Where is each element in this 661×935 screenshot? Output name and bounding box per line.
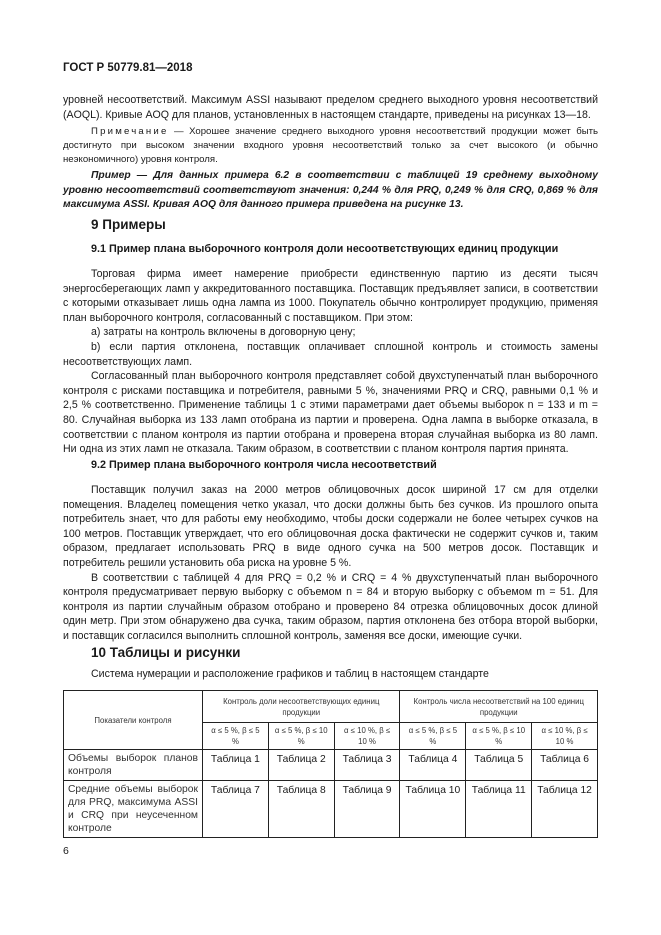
table-cell: Таблица 5 xyxy=(466,750,532,781)
note-text: — Хорошее значение среднего выходного уровня несоответствий продукции может быть достигнуто при высоком значении входного уровня несоответствий только за счет высокого (и обычно неэкономичного) уровня контроля. xyxy=(63,126,598,165)
risk-header: α ≤ 5 %, β ≤ 5 % xyxy=(203,723,269,750)
table-cell: Таблица 2 xyxy=(268,750,334,781)
risk-header: α ≤ 5 %, β ≤ 10 % xyxy=(466,723,532,750)
note-label: Примечание xyxy=(91,126,169,137)
table-corner-header: Показатели контроля xyxy=(64,691,203,750)
page-number: 6 xyxy=(63,845,69,857)
intro-paragraph: уровней несоответствий. Максимум ASSI называют пределом среднего выходного уровня несоответствий (AOQL). Кривые AOQ для планов, установленных в настоящем стандарте, приведены на рисунках 13—18. xyxy=(63,94,598,121)
paragraph: Поставщик получил заказ на 2000 метров облицовочных досок шириной 17 см для отделки помещения. Владелец помещения четко указал, что доски должны быть без сучков. Из прошлого опыта потребитель знает, что для работы ему необходимо, чтобы доски содержали не более четырех сучков на 100 метров. Поставщик утверждает, что его облицовочная доска фактически не содержит сучков и, таким образом, предлагает использовать PRQ в виде одного сучка на 500 метров досок. Поставщик и потребитель решили установить оба риска на уровне 5 %. xyxy=(63,484,598,569)
row-label: Средние объемы выборок для PRQ, максимума ASSI и CRQ при неусеченном контроле xyxy=(64,781,203,838)
paragraph: Согласованный план выборочного контроля представляет собой двухступенчатый план выборочного контроля с рисками поставщика и потребителя, равными 5 %, значениями PRQ и CRQ, равными 0,1 % и 2,5 % соответственно. Применение таблицы 1 с этими параметрами дает объемы выборок n = 133 и m = 80. Случайная выборка из 133 ламп отобрана из партии и проверена. Одна лампа в выборке отказала, в соответствии с планом контроля из партии отобрана и проверена вторая случайная выборка из 80 ламп. Ни одна из этих ламп не отказала. Таким образом, в соответствии с планом контроля партия принята. xyxy=(63,370,598,456)
list-item-a: a) затраты на контроль включены в договорную цену; xyxy=(91,326,356,339)
section-9-1-body xyxy=(63,267,598,457)
example-paragraph: Пример — Для данных примера 6.2 в соответствии с таблицей 19 среднему выходному уровню несоответствий соответствуют значения: 0,244 % для PRQ, 0,249 % для CRQ, 0,869 % для максимума ASSI. Кривая AOQ для данного примера приведена на рисунке 13. xyxy=(63,170,598,210)
table-cell: Таблица 6 xyxy=(532,750,598,781)
row-label: Объемы выборок планов контроля xyxy=(64,750,203,781)
note xyxy=(63,125,598,167)
list-item-b: b) если партия отклонена, поставщик оплачивает сплошной контроль и стоимость замены несоответствующих ламп. xyxy=(63,340,598,368)
section-9-2-body xyxy=(63,483,598,644)
group-header-fraction: Контроль доли несоответствующих единиц продукции xyxy=(203,691,400,723)
group-header-count: Контроль числа несоответствий на 100 единиц продукции xyxy=(400,691,598,723)
table-cell: Таблица 12 xyxy=(532,781,598,838)
section-9-2-heading: 9.2 Пример плана выборочного контроля числа несоответствий xyxy=(91,459,437,471)
table-row xyxy=(64,750,598,781)
table-cell: Таблица 10 xyxy=(400,781,466,838)
risk-header: α ≤ 5 %, β ≤ 5 % xyxy=(400,723,466,750)
risk-header: α ≤ 5 %, β ≤ 10 % xyxy=(268,723,334,750)
numbering-table xyxy=(63,690,598,838)
table-row xyxy=(64,781,598,838)
paragraph: Торговая фирма имеет намерение приобрести единственную партию из десяти тысяч энергосберегающих ламп у аккредитованного поставщика. Поставщик предъявляет записи, в соответствии с которыми отказывает лишь одна лампа из 1000. Покупатель обычно контролирует продукцию, применяя план выборочного контроля, согласованный с поставщиком. При этом: xyxy=(63,268,598,324)
table-cell: Таблица 11 xyxy=(466,781,532,838)
section-9-1-heading: 9.1 Пример плана выборочного контроля доли несоответствующих единиц продукции xyxy=(91,243,559,255)
section-10-heading: 10 Таблицы и рисунки xyxy=(91,645,241,660)
table-cell: Таблица 4 xyxy=(400,750,466,781)
table-cell: Таблица 9 xyxy=(334,781,400,838)
table-caption: Система нумерации и расположение графиков и таблиц в настоящем стандарте xyxy=(91,668,489,680)
paragraph: В соответствии с таблицей 4 для PRQ = 0,2 % и CRQ = 4 % двухступенчатый план выборочного контроля предусматривает первую выборку с объемом n = 84 и вторую выборку с объемом m = 51. Для контроля из партии случайным образом отобрано и проверено 84 отрезка облицовочных досок длиной один метр. При этом обнаружено два сучка, таким образом, партия отклонена без отбора второй выборки, и поставщик согласился выполнить сплошной контроль, заменяя все доски, имеющие сучки. xyxy=(63,571,598,642)
table-cell: Таблица 8 xyxy=(268,781,334,838)
risk-header: α ≤ 10 %, β ≤ 10 % xyxy=(334,723,400,750)
table-cell: Таблица 7 xyxy=(203,781,269,838)
section-9-heading: 9 Примеры xyxy=(91,217,166,232)
table-cell: Таблица 1 xyxy=(203,750,269,781)
risk-header: α ≤ 10 %, β ≤ 10 % xyxy=(532,723,598,750)
table-cell: Таблица 3 xyxy=(334,750,400,781)
document-header: ГОСТ Р 50779.81—2018 xyxy=(63,62,193,74)
